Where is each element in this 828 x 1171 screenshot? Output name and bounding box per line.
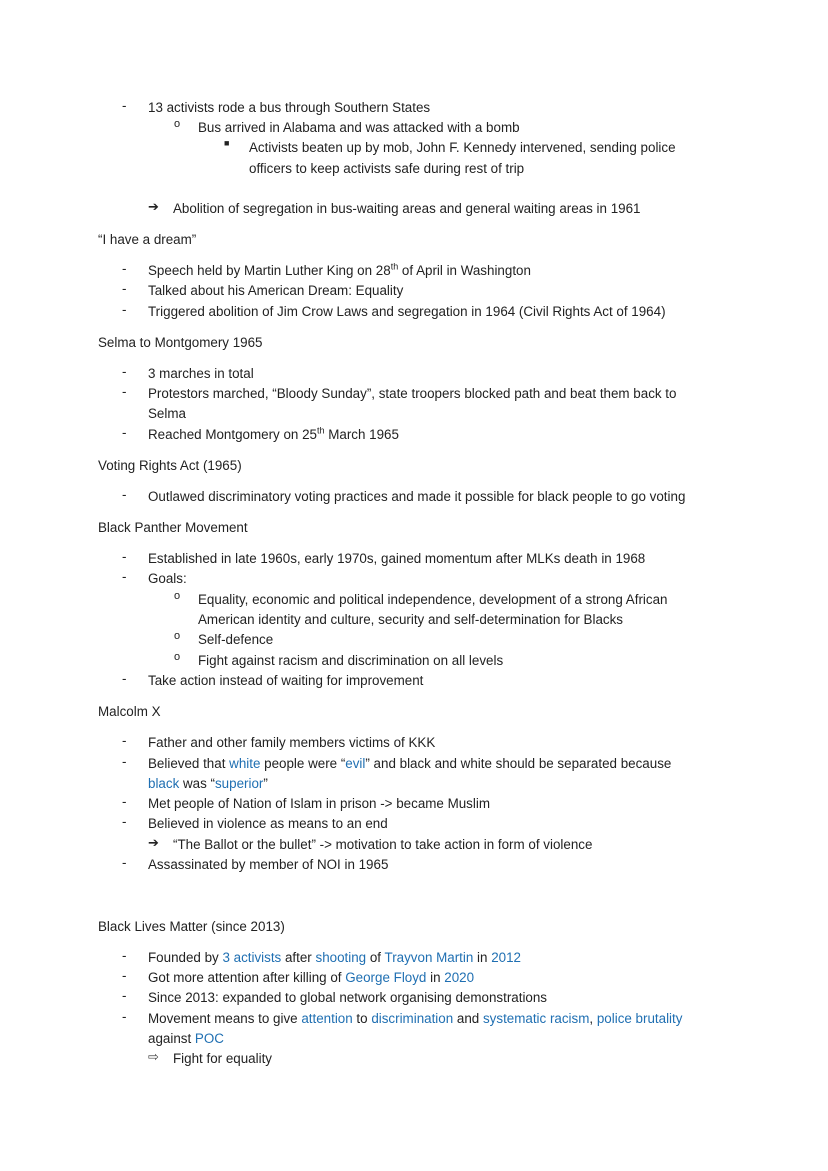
arrow-right-icon: ➔: [148, 199, 159, 214]
dash-bullet: -: [122, 98, 127, 113]
highlight-word: shooting: [315, 950, 367, 965]
hollow-arrow-right-icon: ⇨: [148, 1049, 159, 1064]
section-heading-voting: Voting Rights Act (1965): [98, 458, 242, 473]
bullet-text-continued: officers to keep activists safe during rest of trip: [249, 161, 525, 176]
dash-bullet: -: [122, 671, 127, 686]
highlight-word: 2020: [444, 970, 475, 985]
bullet-text: 13 activists rode a bus through Southern States: [148, 100, 431, 115]
bullet-text: Believed in violence as means to an end: [148, 816, 388, 831]
superscript: th: [390, 261, 399, 272]
dash-bullet: -: [122, 364, 127, 379]
bullet-text: 3 marches in total: [148, 366, 254, 381]
bullet-text-continued: American identity and culture, security and self-determination for Blacks: [198, 612, 623, 627]
dash-bullet: -: [122, 1009, 127, 1024]
dash-bullet: -: [122, 968, 127, 983]
section-heading-dream: “I have a dream”: [98, 232, 197, 247]
dash-bullet: -: [122, 988, 127, 1003]
bullet-text-continued: against POC: [148, 1031, 224, 1046]
dash-bullet: -: [122, 814, 127, 829]
arrow-right-icon: ➔: [148, 835, 159, 850]
bullet-text: Reached Montgomery on 25th March 1965: [148, 425, 399, 442]
bullet-text: Believed that white people were “evil” and black and white should be separated because: [148, 756, 672, 771]
dash-bullet: -: [122, 855, 127, 870]
bullet-text: Equality, economic and political independence, development of a strong African: [198, 592, 668, 607]
superscript: th: [316, 425, 325, 436]
dash-bullet: -: [122, 948, 127, 963]
circle-bullet-icon: o: [174, 590, 181, 602]
highlight-word: POC: [194, 1031, 224, 1046]
bullet-text: Speech held by Martin Luther King on 28th of April in Washington: [148, 261, 531, 278]
circle-bullet-icon: o: [174, 630, 181, 642]
circle-bullet-icon: o: [174, 651, 181, 663]
arrow-text: Fight for equality: [173, 1051, 272, 1066]
highlight-word: evil: [345, 756, 366, 771]
section-heading-blm: Black Lives Matter (since 2013): [98, 919, 285, 934]
bullet-text: Protestors marched, “Bloody Sunday”, state troopers blocked path and beat them back to: [148, 386, 677, 401]
bullet-text: Goals:: [148, 571, 187, 586]
dash-bullet: -: [122, 425, 127, 440]
bullet-text: Founded by 3 activists after shooting of Trayvon Martin in 2012: [148, 950, 521, 965]
dash-bullet: -: [122, 549, 127, 564]
bullet-text: Talked about his American Dream: Equality: [148, 283, 404, 298]
dash-bullet: -: [122, 794, 127, 809]
arrow-text: Abolition of segregation in bus-waiting areas and general waiting areas in 1961: [173, 201, 641, 216]
bullet-text: Assassinated by member of NOI in 1965: [148, 857, 389, 872]
bullet-text: Established in late 1960s, early 1970s, gained momentum after MLKs death in 1968: [148, 551, 646, 566]
section-heading-panther: Black Panther Movement: [98, 520, 248, 535]
dash-bullet: -: [122, 569, 127, 584]
dash-bullet: -: [122, 487, 127, 502]
highlight-word: white: [229, 756, 261, 771]
bullet-text: Movement means to give attention to discrimination and systematic racism, police brutality: [148, 1011, 683, 1026]
dash-bullet: -: [122, 384, 127, 399]
highlight-word: 2012: [491, 950, 521, 965]
dash-bullet: -: [122, 733, 127, 748]
highlight-word: attention: [301, 1011, 353, 1026]
bullet-text-continued: black was “superior”: [148, 776, 268, 791]
dash-bullet: -: [122, 754, 127, 769]
bullet-text: Fight against racism and discrimination on all levels: [198, 653, 504, 668]
highlight-word: George Floyd: [345, 970, 427, 985]
dash-bullet: -: [122, 281, 127, 296]
bullet-text: Got more attention after killing of George Floyd in 2020: [148, 970, 475, 985]
arrow-text: “The Ballot or the bullet” -> motivation to take action in form of violence: [173, 837, 593, 852]
bullet-text: Self-defence: [198, 632, 274, 647]
bullet-text: Triggered abolition of Jim Crow Laws and segregation in 1964 (Civil Rights Act of 1964): [148, 304, 666, 319]
highlight-word: discrimination: [371, 1011, 454, 1026]
bullet-text: Take action instead of waiting for improvement: [148, 673, 424, 688]
section-heading-selma: Selma to Montgomery 1965: [98, 335, 263, 350]
bullet-text-continued: Selma: [148, 406, 186, 421]
section-heading-malcolm: Malcolm X: [98, 704, 161, 719]
highlight-word: Trayvon Martin: [384, 950, 474, 965]
bullet-text: Outlawed discriminatory voting practices and made it possible for black people to go voting: [148, 489, 686, 504]
bullet-text: Since 2013: expanded to global network organising demonstrations: [148, 990, 548, 1005]
highlight-word: systematic racism: [482, 1011, 590, 1026]
circle-bullet-icon: o: [174, 118, 181, 130]
bullet-text: Met people of Nation of Islam in prison -> became Muslim: [148, 796, 490, 811]
bullet-text: Bus arrived in Alabama and was attacked with a bomb: [198, 120, 520, 135]
dash-bullet: -: [122, 261, 127, 276]
bullet-text: Father and other family members victims of KKK: [148, 735, 436, 750]
highlight-word: black: [148, 776, 180, 791]
bullet-text: Activists beaten up by mob, John F. Kennedy intervened, sending police: [249, 140, 676, 155]
dash-bullet: -: [122, 302, 127, 317]
highlight-word: police brutality: [596, 1011, 683, 1026]
square-bullet-icon: ■: [224, 138, 230, 148]
highlight-word: 3 activists: [222, 950, 282, 965]
highlight-word: superior: [214, 776, 264, 791]
